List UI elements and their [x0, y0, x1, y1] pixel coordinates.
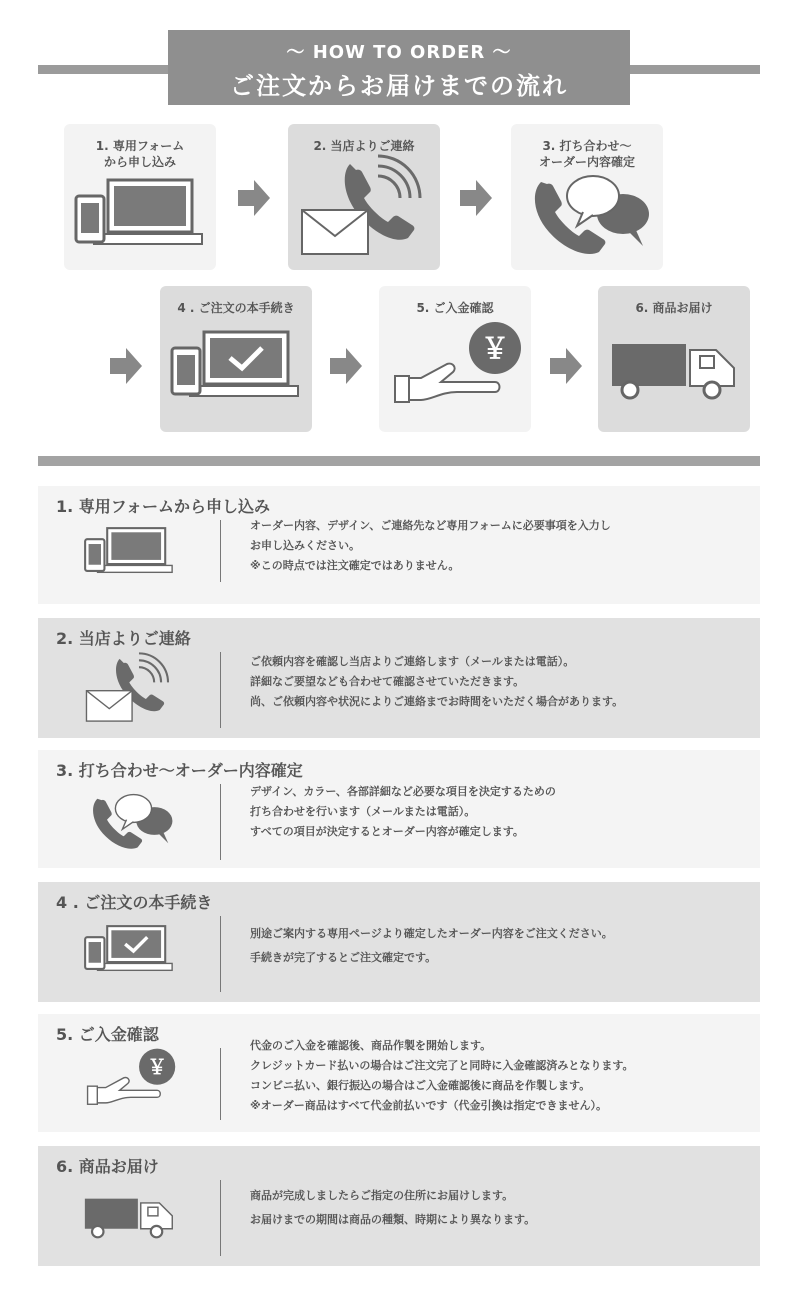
arrow-right-icon — [550, 348, 582, 384]
hand-yen-icon — [387, 322, 525, 418]
phone-mail-icon — [82, 652, 178, 728]
section-4 — [38, 882, 760, 1002]
section-title: 2. 当店よりご連絡 — [56, 629, 191, 648]
laptop-phone-icon — [82, 524, 178, 582]
section-separator — [220, 784, 221, 860]
hand-yen-icon — [82, 1048, 178, 1116]
section-title: 4 . ご注文の本手続き — [56, 893, 213, 912]
section-separator — [220, 652, 221, 728]
description-line: ご依頼内容を確認し当店よりご連絡します（メールまたは電話）。 — [250, 655, 575, 668]
section-description — [250, 1184, 535, 1232]
phone-speech-bubbles-icon — [82, 786, 178, 856]
truck-icon — [82, 1194, 178, 1242]
section-title: 3. 打ち合わせ～オーダー内容確定 — [56, 761, 303, 780]
flow-step-3 — [511, 124, 663, 270]
flow-step-label: 1. 専用フォーム から申し込み — [95, 139, 185, 169]
section-description — [250, 1036, 634, 1116]
section-description — [250, 782, 556, 842]
description-line: 別途ご案内する専用ページより確定したオーダー内容をご注文ください。 — [250, 927, 613, 940]
description-line: コンビニ払い、銀行振込の場合はご入金確認後に商品を作製します。 — [250, 1079, 591, 1092]
description-line: ※オーダー商品はすべて代金前払いです（代金引換は指定できません）。 — [250, 1099, 607, 1112]
flow-step-1 — [64, 124, 216, 270]
description-line: 代金のご入金を確認後、商品作製を開始します。 — [250, 1039, 492, 1052]
description-line: 商品が完成しましたらご指定の住所にお届けします。 — [250, 1189, 514, 1202]
section-1 — [38, 486, 760, 604]
description-line: オーダー内容、デザイン、ご連絡先など専用フォームに必要事項を入力し — [250, 519, 611, 532]
description-line: すべての項目が決定するとオーダー内容が確定します。 — [250, 825, 524, 838]
header-subtitle: ～ HOW TO ORDER ～ — [286, 42, 512, 63]
section-separator — [220, 1180, 221, 1256]
phone-mail-icon — [296, 154, 434, 264]
flow-step-label: 2. 当店よりご連絡 — [313, 139, 415, 153]
description-line: 詳細なご要望なども合わせて確認させていただきます。 — [250, 675, 525, 688]
description-line: デザイン、カラー、各部詳細など必要な項目を決定するための — [250, 785, 556, 798]
laptop-check-icon — [168, 326, 306, 410]
arrow-right-icon — [330, 348, 362, 384]
svg-text:￥: ￥ — [147, 1055, 167, 1079]
section-title: 5. ご入金確認 — [56, 1025, 159, 1044]
arrow-right-icon — [110, 348, 142, 384]
description-line: お届けまでの期間は商品の種類、時期により異なります。 — [250, 1213, 536, 1226]
flow-step-label: 6. 商品お届け — [635, 301, 713, 315]
flow-step-6 — [598, 286, 750, 432]
phone-speech-bubbles-icon — [519, 164, 657, 264]
svg-text:￥: ￥ — [480, 332, 510, 365]
section-3 — [38, 750, 760, 868]
description-line: 手続きが完了するとご注文確定です。 — [250, 951, 437, 964]
arrow-right-icon — [238, 180, 270, 216]
section-separator — [220, 1048, 221, 1120]
flow-step-label: 4 . ご注文の本手続き — [177, 301, 295, 315]
section-title: 1. 専用フォームから申し込み — [56, 497, 270, 516]
section-description — [250, 652, 623, 712]
truck-icon — [608, 338, 742, 404]
section-5 — [38, 1014, 760, 1132]
laptop-check-icon — [82, 922, 178, 980]
page-header — [168, 30, 630, 105]
flow-step-4 — [160, 286, 312, 432]
laptop-phone-icon — [72, 174, 210, 258]
flow-step-label: 5. ご入金確認 — [416, 301, 494, 315]
description-line: ※この時点では注文確定ではありません。 — [250, 559, 460, 572]
section-description — [250, 516, 611, 576]
section-2 — [38, 618, 760, 738]
section-divider — [38, 456, 760, 466]
section-separator — [220, 520, 221, 582]
flow-step-5 — [379, 286, 531, 432]
arrow-right-icon — [460, 180, 492, 216]
description-line: 打ち合わせを行います（メールまたは電話）。 — [250, 805, 476, 818]
page-title: ご注文からお届けまでの流れ — [230, 72, 568, 100]
section-description — [250, 922, 613, 970]
description-line: お申し込みください。 — [250, 539, 360, 552]
section-title: 6. 商品お届け — [56, 1157, 159, 1176]
flow-step-2 — [288, 124, 440, 270]
section-6 — [38, 1146, 760, 1266]
description-line: クレジットカード払いの場合はご注文完了と同時に入金確認済みとなります。 — [250, 1059, 634, 1072]
section-separator — [220, 916, 221, 992]
description-line: 尚、ご依頼内容や状況によりご連絡までお時間をいただく場合があります。 — [250, 695, 624, 708]
flow-step-label: 3. 打ち合わせ～ オーダー内容確定 — [538, 139, 635, 169]
